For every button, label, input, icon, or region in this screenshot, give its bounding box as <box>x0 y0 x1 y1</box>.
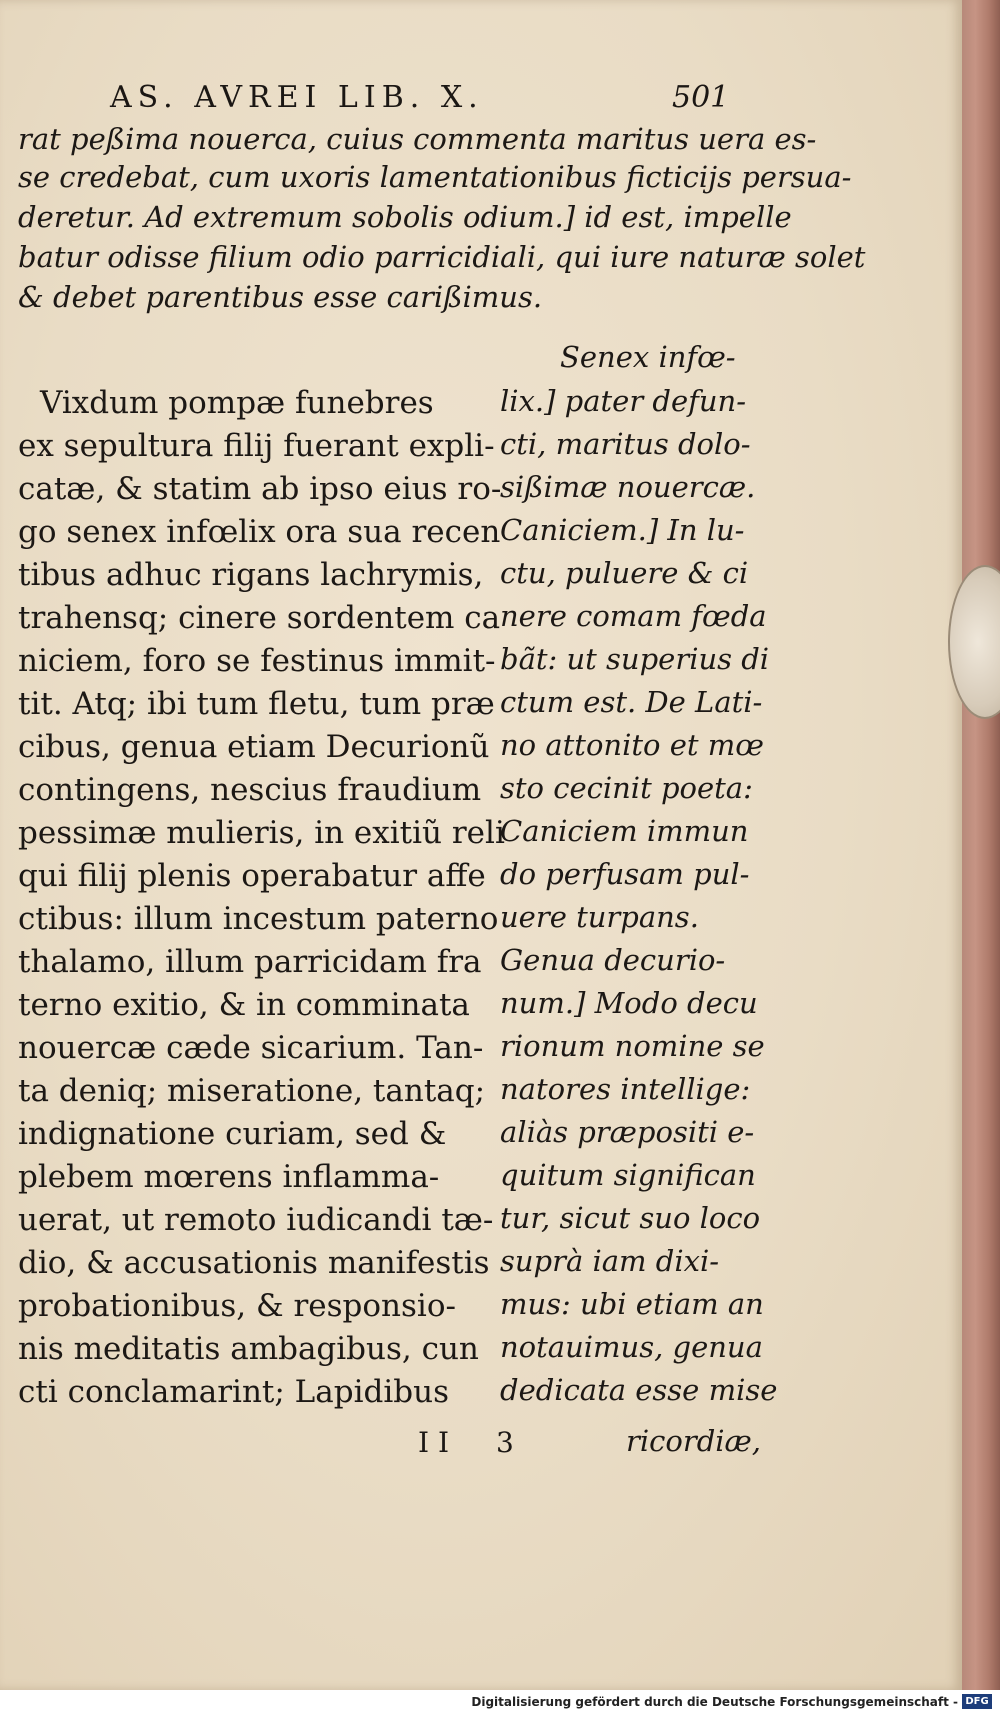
gloss-line: num.] Modo decu <box>500 986 758 1020</box>
gloss-line: bãt: ut superius di <box>500 642 770 676</box>
commentary-line: batur odisse filium odio parricidiali, qui iure naturæ solet <box>18 240 866 274</box>
gloss-line: Caniciem immun <box>500 814 749 848</box>
main-text-line: niciem, foro se festinus immit- <box>18 643 496 679</box>
main-text-line: catæ, & statim ab ipso eius ro- <box>18 471 502 507</box>
main-text-line: contingens, nescius fraudium <box>18 772 482 808</box>
gloss-line: dedicata esse mise <box>500 1373 778 1407</box>
main-text-line: nouercæ cæde sicarium. Tan- <box>18 1030 484 1066</box>
gloss-line: mus: ubi etiam an <box>500 1287 764 1321</box>
commentary-line: se credebat, cum uxoris lamentationibus ficticijs persua- <box>18 160 852 194</box>
main-text-line: thalamo, illum parricidam fra <box>18 944 482 980</box>
commentary-line: rat peßima nouerca, cuius commenta maritus uera es- <box>18 122 817 156</box>
running-title: AS. AVREI LIB. X. <box>110 80 484 115</box>
gloss-line: Caniciem.] In lu- <box>500 513 745 547</box>
gloss-line: ctu, puluere & ci <box>500 556 749 590</box>
main-text-line: ctibus: illum incestum paterno <box>18 901 499 937</box>
main-text-line: cti conclamarint; Lapidibus <box>18 1374 449 1410</box>
gloss-line: uere turpans. <box>500 900 699 934</box>
main-text-line: pessimæ mulieris, in exitiũ reli <box>18 815 505 851</box>
main-text-line: cibus, genua etiam Decurionũ <box>18 729 490 765</box>
gloss-line: rionum nomine se <box>500 1029 765 1063</box>
main-text-line: go senex infœlix ora sua recen <box>18 514 501 550</box>
main-text-line: plebem mœrens inflamma- <box>18 1159 440 1195</box>
main-text-line: uerat, ut remoto iudicandi tæ- <box>18 1202 494 1238</box>
gloss-line: ctum est. De Lati- <box>500 685 763 719</box>
main-text-line: indignatione curiam, sed & <box>18 1116 447 1152</box>
commentary-line: deretur. Ad extremum sobolis odium.] id est, impelle <box>18 200 792 234</box>
gloss-line: aliàs præpositi e- <box>500 1115 755 1149</box>
gloss-line: sißimæ nouercæ. <box>500 470 756 504</box>
main-text-line: Vixdum pompæ funebres <box>40 385 434 421</box>
gloss-line: notauimus, genua <box>500 1330 763 1364</box>
gloss-line: Senex infœ- <box>560 340 736 374</box>
gloss-line: tur, sicut suo loco <box>500 1201 761 1235</box>
gloss-line: natores intellige: <box>500 1072 751 1106</box>
gloss-line: no attonito et mœ <box>500 728 764 762</box>
main-text-line: nis meditatis ambagibus, cun <box>18 1331 479 1367</box>
gloss-line: nere comam fœda <box>500 599 767 633</box>
gloss-line: quitum significan <box>500 1158 756 1192</box>
commentary-line: & debet parentibus esse carißimus. <box>18 280 543 314</box>
main-text-line: tit. Atq; ibi tum fletu, tum præ <box>18 686 495 722</box>
signature-mark: I I <box>418 1426 450 1459</box>
main-text-line: ta deniq; miseratione, tantaq; <box>18 1073 486 1109</box>
gloss-line: do perfusam pul- <box>500 857 750 891</box>
footer-bar <box>0 1690 1000 1715</box>
gloss-line: suprà iam dixi- <box>500 1244 720 1278</box>
page-number: 501 <box>672 80 730 115</box>
main-text-line: qui filij plenis operabatur affe <box>18 858 486 894</box>
gloss-line: ricordiæ, <box>626 1424 762 1458</box>
gloss-line: sto cecinit poeta: <box>500 771 753 805</box>
dfg-logo: DFG <box>962 1694 992 1709</box>
main-text-line: terno exitio, & in comminata <box>18 987 470 1023</box>
signature-number: 3 <box>496 1426 514 1459</box>
main-text-line: ex sepultura filij fuerant expli- <box>18 428 495 464</box>
gloss-line: cti, maritus dolo- <box>500 427 751 461</box>
main-text-line: dio, & accusationis manifestis <box>18 1245 490 1281</box>
main-text-line: trahensq; cinere sordentem ca <box>18 600 501 636</box>
funding-credit: Digitalisierung gefördert durch die Deutsche Forschungsgemeinschaft - <box>471 1695 958 1709</box>
main-text-line: probationibus, & responsio- <box>18 1288 456 1324</box>
main-text-line: tibus adhuc rigans lachrymis, <box>18 557 484 593</box>
gloss-line: Genua decurio- <box>500 943 726 977</box>
book-edge <box>962 0 1000 1690</box>
gloss-line: lix.] pater defun- <box>500 384 747 418</box>
